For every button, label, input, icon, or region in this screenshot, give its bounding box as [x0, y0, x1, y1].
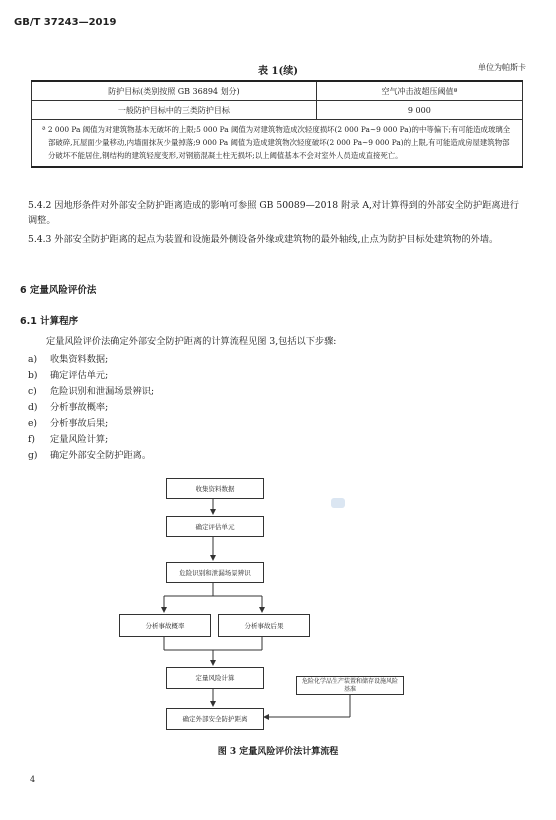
flow-box-protection-distance: 确定外部安全防护距离 [166, 708, 264, 730]
section-heading-6-1: 6.1 计算程序 [20, 316, 79, 327]
table-caption: 表 1(续) [258, 66, 298, 77]
list-item: f) 定量风险计算; [28, 434, 109, 445]
figure-caption: 图 3 定量风险评价法计算流程 [217, 747, 339, 757]
list-item: b) 确定评估单元; [28, 370, 109, 381]
list-item: d) 分析事故概率; [28, 402, 109, 413]
list-item: a) 收集资料数据; [28, 354, 109, 365]
standard-number: GB/T 37243—2019 [14, 17, 117, 28]
list-item: c) 危险识别和泄漏场景辨识; [28, 386, 155, 397]
list-item: e) 分析事故后果; [28, 418, 109, 429]
clause-5-4-3: 5.4.3 外部安全防护距离的起点为装置和设施最外侧设备外缘或建筑物的最外轴线,止点为防护目标处建筑物的外墙。 [28, 234, 499, 245]
flow-box-collect-data: 收集资料数据 [166, 478, 264, 499]
clause-5-4-2: 5.4.2 因地形条件对外部安全防护距离造成的影响可参照 GB 50089—2018 附录 A,对计算得到的外部安全防护距离进行调整。 [28, 200, 519, 226]
list-item: g) 确定外部安全防护距离。 [28, 450, 152, 461]
table-header-threshold: 空气冲击波超压阈值ª [316, 81, 522, 101]
flow-box-accident-probability: 分析事故概率 [119, 614, 211, 637]
watermark-icon [331, 498, 345, 508]
table-footnote: ª 2 000 Pa 阈值为对建筑物基本无破坏的上限;5 000 Pa 阈值为对建筑物造成次轻度损坏(2 000 Pa~9 000 Pa)的中等偏下;有可能造成玻璃全部破碎,瓦屋面少量移动,内墙面抹灰少量掉落;9 000 Pa 阈值为造成建筑物次轻度破坏(2 000 Pa~9 000 Pa)的上限,有可能造成房屋建筑物部分破坏不能居住,钢结构的建筑轻度变形,对钢筋混凝土柱无损坏;以上阈值基本不会对室外人员造成直接死亡。 [32, 120, 523, 168]
page-number: 4 [30, 775, 36, 784]
section-heading-6: 6 定量风险评价法 [20, 285, 97, 296]
table-unit: 单位为帕斯卡 [478, 63, 526, 72]
flow-box-accident-consequence: 分析事故后果 [218, 614, 310, 637]
table-header-target: 防护目标(类别按照 GB 36894 划分) [32, 81, 317, 101]
table-cell-value: 9 000 [316, 101, 522, 120]
intro-paragraph: 定量风险评价法确定外部安全防护距离的计算流程见图 3,包括以下步骤: [46, 336, 337, 347]
flow-box-hazard-identification: 危险识别和泄漏场景辨识 [166, 562, 264, 583]
table-cell-target: 一般防护目标中的三类防护目标 [32, 101, 317, 120]
flow-box-risk-calculation: 定量风险计算 [166, 667, 264, 689]
flow-box-assessment-unit: 确定评估单元 [166, 516, 264, 537]
flow-box-risk-criteria: 危险化学品生产装置和储存设施风险基准 [296, 676, 404, 695]
